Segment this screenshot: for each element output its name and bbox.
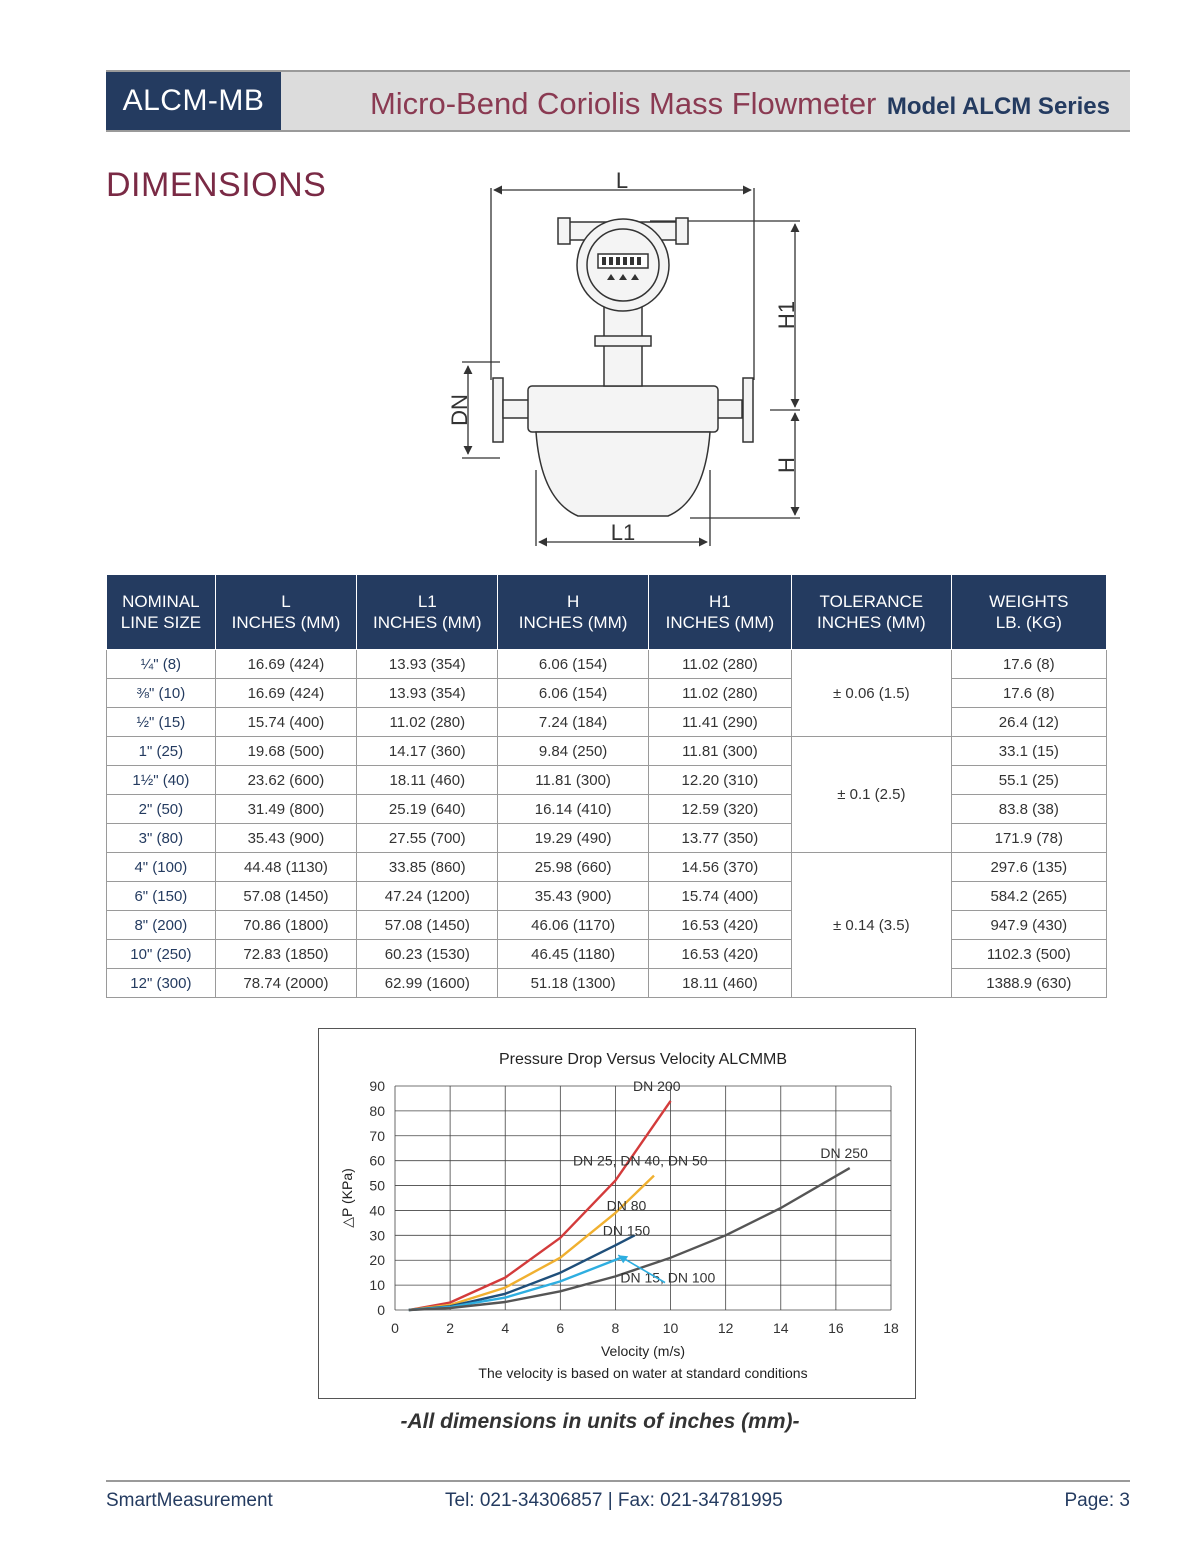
table-body: [107, 650, 1107, 998]
cell-dimension: 16.53 (420): [648, 940, 791, 969]
cell-dimension: 18.11 (460): [357, 766, 498, 795]
cell-dimension: 57.08 (1450): [215, 882, 356, 911]
cell-dimension: 13.77 (350): [648, 824, 791, 853]
cell-dimension: 44.48 (1130): [215, 853, 356, 882]
cell-dimension: 46.45 (1180): [498, 940, 648, 969]
x-tick-label: 4: [501, 1320, 510, 1336]
cell-line-size: 12" (300): [107, 969, 216, 998]
cell-dimension: 15.74 (400): [215, 708, 356, 737]
cell-dimension: 14.17 (360): [357, 737, 498, 766]
col-header-weights: WEIGHTS LB. (KG): [951, 575, 1106, 650]
series-annotation: DN 200: [633, 1077, 681, 1094]
cell-dimension: 31.49 (800): [215, 795, 356, 824]
table-row: [107, 882, 1107, 911]
section-heading: DIMENSIONS: [106, 166, 327, 204]
table-row: [107, 650, 1107, 679]
table-row: [107, 708, 1107, 737]
series-annotation: DN 80: [606, 1197, 647, 1214]
cell-weight: 55.1 (25): [951, 766, 1106, 795]
y-tick-label: 60: [369, 1152, 385, 1169]
cell-dimension: 18.11 (460): [648, 969, 791, 998]
cell-dimension: 25.19 (640): [357, 795, 498, 824]
x-tick-label: 8: [611, 1320, 620, 1336]
col-header-h: H INCHES (MM): [498, 575, 648, 650]
cell-dimension: 47.24 (1200): [357, 882, 498, 911]
cell-weight: 26.4 (12): [951, 708, 1106, 737]
x-axis-label: Velocity (m/s): [600, 1343, 686, 1359]
x-tick-label: 6: [556, 1320, 565, 1336]
table-row: [107, 679, 1107, 708]
table-row: [107, 795, 1107, 824]
cell-dimension: 11.81 (300): [648, 737, 791, 766]
series-annotation: DN 150: [602, 1222, 651, 1239]
cell-dimension: 9.84 (250): [498, 737, 648, 766]
dim-label-L: L: [615, 168, 629, 193]
x-tick-label: 0: [391, 1320, 399, 1336]
y-tick-label: 70: [369, 1127, 385, 1144]
cell-line-size: ⅜" (10): [107, 679, 216, 708]
cell-weight: 584.2 (265): [951, 882, 1106, 911]
cell-weight: 17.6 (8): [951, 650, 1106, 679]
cell-dimension: 16.69 (424): [215, 679, 356, 708]
series-annotation: DN 15, DN 100: [620, 1269, 716, 1286]
cell-tolerance: ± 0.06 (1.5): [792, 650, 952, 737]
y-tick-label: 10: [369, 1277, 385, 1294]
table-row: [107, 737, 1107, 766]
col-header-size: NOMINAL LINE SIZE: [107, 575, 216, 650]
cell-line-size: 1½" (40): [107, 766, 216, 795]
cell-dimension: 11.41 (290): [648, 708, 791, 737]
cell-line-size: 2" (50): [107, 795, 216, 824]
dim-label-L1: L1: [610, 520, 636, 545]
cell-line-size: ¼" (8): [107, 650, 216, 679]
cell-tolerance: ± 0.14 (3.5): [792, 853, 952, 998]
y-tick-label: 20: [369, 1252, 385, 1269]
chart-frame: [318, 1028, 916, 1399]
x-tick-label: 2: [446, 1320, 455, 1336]
chart-title: Pressure Drop Versus Velocity ALCMMB: [498, 1051, 788, 1068]
y-tick-label: 0: [377, 1302, 385, 1318]
cell-dimension: 70.86 (1800): [215, 911, 356, 940]
cell-dimension: 11.02 (280): [648, 679, 791, 708]
y-tick-label: 50: [369, 1177, 385, 1194]
table-row: [107, 853, 1107, 882]
dim-label-DN: DN: [447, 394, 472, 426]
cell-weight: 947.9 (430): [951, 911, 1106, 940]
product-title-sub: Model ALCM Series: [886, 93, 1110, 120]
cell-dimension: 12.59 (320): [648, 795, 791, 824]
cell-weight: 1388.9 (630): [951, 969, 1106, 998]
dim-label-H1: H1: [774, 300, 799, 330]
cell-line-size: 8" (200): [107, 911, 216, 940]
cell-dimension: 25.98 (660): [498, 853, 648, 882]
footer-page-number: Page: 3: [1064, 1490, 1130, 1511]
model-label: ALCM-MB: [106, 72, 281, 130]
cell-dimension: 12.20 (310): [648, 766, 791, 795]
x-tick-label: 10: [662, 1320, 679, 1336]
y-tick-label: 80: [369, 1102, 385, 1119]
cell-dimension: 72.83 (1850): [215, 940, 356, 969]
cell-dimension: 11.02 (280): [648, 650, 791, 679]
cell-dimension: 14.56 (370): [648, 853, 791, 882]
cell-dimension: 16.69 (424): [215, 650, 356, 679]
cell-dimension: 11.81 (300): [498, 766, 648, 795]
cell-dimension: 13.93 (354): [357, 650, 498, 679]
series-annotation: DN 250: [820, 1145, 868, 1162]
units-footnote: -All dimensions in units of inches (mm)-: [400, 1410, 800, 1433]
table-row: [107, 766, 1107, 795]
series-annotation: DN 25, DN 40, DN 50: [572, 1152, 708, 1169]
y-tick-label: 30: [369, 1227, 385, 1244]
col-header-l: L INCHES (MM): [215, 575, 356, 650]
cell-dimension: 7.24 (184): [498, 708, 648, 737]
cell-dimension: 33.85 (860): [357, 853, 498, 882]
cell-weight: 1102.3 (500): [951, 940, 1106, 969]
table-row: [107, 969, 1107, 998]
chart-caption: The velocity is based on water at standard conditions: [478, 1365, 808, 1381]
cell-dimension: 57.08 (1450): [357, 911, 498, 940]
cell-dimension: 60.23 (1530): [357, 940, 498, 969]
cell-dimension: 46.06 (1170): [498, 911, 648, 940]
pressure-drop-chart: [319, 1029, 915, 1398]
cell-dimension: 6.06 (154): [498, 679, 648, 708]
cell-dimension: 35.43 (900): [498, 882, 648, 911]
dim-label-H: H: [774, 457, 799, 473]
cell-line-size: 10" (250): [107, 940, 216, 969]
col-header-h1: H1 INCHES (MM): [648, 575, 791, 650]
table-header-row: [107, 575, 1107, 650]
dimensions-table: [106, 574, 1107, 998]
cell-weight: 171.9 (78): [951, 824, 1106, 853]
cell-weight: 33.1 (15): [951, 737, 1106, 766]
x-tick-label: 18: [883, 1320, 899, 1336]
cell-line-size: ½" (15): [107, 708, 216, 737]
cell-line-size: 6" (150): [107, 882, 216, 911]
y-tick-label: 40: [369, 1202, 385, 1219]
cell-dimension: 15.74 (400): [648, 882, 791, 911]
y-axis-label: △P (KPa): [339, 1168, 355, 1228]
x-tick-label: 12: [717, 1320, 734, 1336]
cell-weight: 83.8 (38): [951, 795, 1106, 824]
product-title: [370, 72, 1110, 130]
cell-dimension: 78.74 (2000): [215, 969, 356, 998]
cell-dimension: 62.99 (1600): [357, 969, 498, 998]
x-tick-label: 16: [828, 1320, 844, 1336]
product-title-main: Micro-Bend Coriolis Mass Flowmeter: [369, 86, 877, 121]
cell-dimension: 19.68 (500): [215, 737, 356, 766]
x-tick-label: 14: [772, 1320, 789, 1336]
cell-dimension: 23.62 (600): [215, 766, 356, 795]
cell-weight: 297.6 (135): [951, 853, 1106, 882]
cell-dimension: 16.53 (420): [648, 911, 791, 940]
table-row: [107, 940, 1107, 969]
flowmeter-dimension-drawing: [430, 160, 850, 560]
cell-line-size: 4" (100): [107, 853, 216, 882]
cell-dimension: 13.93 (354): [357, 679, 498, 708]
col-header-tolerance: TOLERANCE INCHES (MM): [792, 575, 952, 650]
cell-weight: 17.6 (8): [951, 679, 1106, 708]
cell-dimension: 51.18 (1300): [498, 969, 648, 998]
cell-dimension: 16.14 (410): [498, 795, 648, 824]
header-bar: [106, 70, 1130, 132]
y-tick-label: 90: [369, 1078, 385, 1094]
table-row: [107, 911, 1107, 940]
cell-line-size: 1" (25): [107, 737, 216, 766]
footer-contact: Tel: 021-34306857 | Fax: 021-34781995: [445, 1490, 783, 1511]
cell-dimension: 35.43 (900): [215, 824, 356, 853]
table-row: [107, 824, 1107, 853]
col-header-l1: L1 INCHES (MM): [357, 575, 498, 650]
cell-dimension: 11.02 (280): [357, 708, 498, 737]
cell-tolerance: ± 0.1 (2.5): [792, 737, 952, 853]
cell-dimension: 27.55 (700): [357, 824, 498, 853]
cell-dimension: 6.06 (154): [498, 650, 648, 679]
cell-dimension: 19.29 (490): [498, 824, 648, 853]
footer-divider: [106, 1480, 1130, 1482]
cell-line-size: 3" (80): [107, 824, 216, 853]
footer-company: SmartMeasurement: [106, 1490, 273, 1511]
